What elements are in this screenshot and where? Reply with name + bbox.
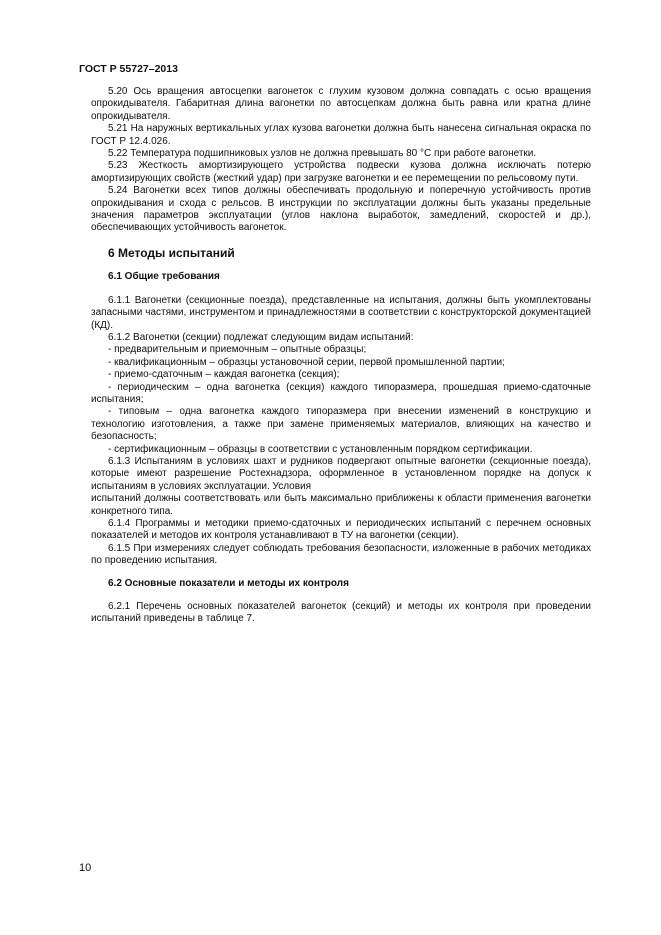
paragraph-5-21: 5.21 На наружных вертикальных углах кузова вагонетки должна быть нанесена сигнальная окраска по ГОСТ Р 12.4.026. [91,123,591,147]
paragraph-6-1-1: 6.1.1 Вагонетки (секционные поезда), представленные на испытания, должны быть укомплектованы запасными частями, инструментом и принадлежностями в соответствии с конструкторской документацией (КД). [91,294,591,331]
subsection-heading-6-2: 6.2 Основные показатели и методы их контроля [108,577,349,589]
list-item: - сертификационным – образцы в соответствии с установленным порядком сертификации. [108,443,533,455]
paragraph-6-2-1: 6.2.1 Перечень основных показателей вагонеток (секций) и методы их контроля при проведении испытаний приведены в таблице 7. [91,601,591,625]
section-heading-6: 6 Методы испытаний [108,245,235,260]
list-item: - квалификационным – образцы установочной серии, первой промышленной партии; [108,356,505,368]
page-number: 10 [79,862,92,874]
paragraph-5-24: 5.24 Вагонетки всех типов должны обеспечивать продольную и поперечную устойчивость против опрокидывания и схода с рельсов. В инструкции по эксплуатации должны быть указаны предельные значения параметров эксплуатации (углов наклона выработок, замедлений, скоростей и др.), обеспечивающих устойчивость вагонеток. [91,185,591,234]
paragraph-6-1-2: 6.1.2 Вагонетки (секции) подлежат следующим видам испытаний: [108,331,414,343]
paragraph-5-23: 5.23 Жесткость амортизирующего устройства подвески кузова должна исключать потерю амортизирующих свойств (жесткий удар) при загрузке вагонетки и ее перемещении по рельсовому пути. [91,160,591,184]
list-item: - предварительным и приемочным – опытные образцы; [108,344,367,356]
paragraph-6-1-5: 6.1.5 При измерениях следует соблюдать требования безопасности, изложенные в рабочих методиках по проведению испытания. [91,542,591,567]
paragraph-6-1-4: 6.1.4 Программы и методики приемо-сдаточных и периодических испытаний с перечнем основных показателей и методов их контроля устанавливают в ТУ на вагонетки (секции). [91,518,591,542]
list-item: - типовым – одна вагонетка каждого типоразмера при внесении изменений в конструкцию и технологию изготовления, а также при замене применяемых материалов, влияющих на качество и безопасность; [91,406,591,443]
subsection-heading-6-1: 6.1 Общие требования [108,271,220,283]
page-header: ГОСТ Р 55727–2013 [79,63,178,75]
paragraph-5-20: 5.20 Ось вращения автосцепки вагонеток с глухим кузовом должна совпадать с осью вращения опрокидывателя. Габаритная длина вагонетки по автосцепкам должна быть равна или кратна длине опрокидывателя. [91,86,591,122]
page-body [91,86,591,626]
list-item: - приемо-сдаточным – каждая вагонетка (секция); [108,369,340,381]
list-item: - периодическим – одна вагонетка (секция) каждого типоразмера, прошедшая приемо-сдаточные испытания; [91,381,591,405]
paragraph-5-22: 5.22 Температура подшипниковых узлов не должна превышать 80 °С при работе вагонетки. [108,148,537,160]
paragraph-6-1-3-continued: испытаний должны соответствовать или быть максимально приближены к области применения вагонетки конкретного типа. [91,493,591,517]
paragraph-6-1-3: 6.1.3 Испытаниям в условиях шахт и рудников подвергают опытные вагонетки (секционные поезда), которые имеют разрешение Ростехнадзора, оформленное в установленном порядке на допуск к испытаниям в условиях эксплуатации. Условия [91,455,591,492]
